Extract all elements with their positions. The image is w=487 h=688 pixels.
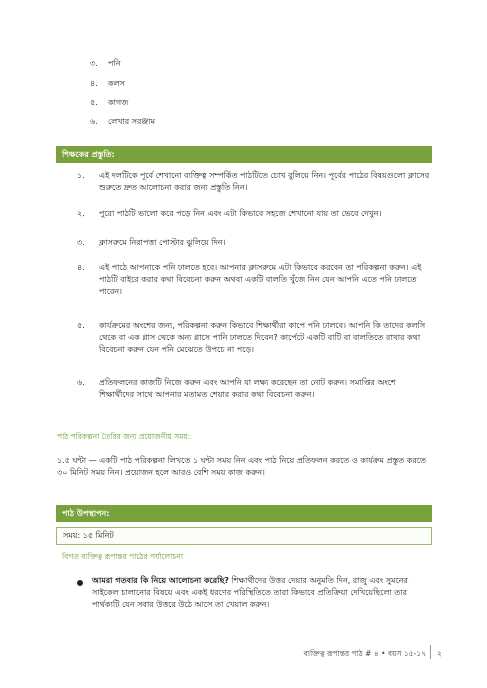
- list-item: ৬. লেখার সরঞ্জাম: [90, 117, 156, 126]
- page-number: ২: [437, 649, 442, 658]
- footer-title: ব্যক্তিত্ব রূপান্তর পাঠ # ৪ • বয়স ১৫-১৭: [303, 649, 426, 658]
- list-item: ৫. কাগজ: [90, 98, 129, 107]
- planning-time-heading: পাঠ পরিকল্পনা তৈরির জন্য প্রয়োজনীয় সময়:: [57, 432, 191, 441]
- review-bullet: [92, 575, 432, 611]
- presentation-heading: পাঠ উপস্থাপন:: [56, 505, 432, 522]
- time-box: সময়: ১৫ মিনিট: [56, 527, 432, 545]
- bullet-icon: [77, 580, 83, 586]
- prep-item: ২. পুরো পাঠটি ভালো করে পড়ে নিন এবং এটা কিভাবে সহজে শেখানো যায় তা ভেবে দেখুন।: [77, 209, 382, 218]
- prep-item: ৬. প্রতিফলনের কাজটি নিজে করুন এবং আপনি যা লক্ষ্য করেছেন তা নোট করুন। সমাপ্তির অংশে শিক্ষার্থীদের সাথে আপনার মতামত শেয়ার করার কথা বিবেচনা করুন।: [77, 378, 396, 399]
- prep-item: ৫. কার্যক্রমের অংশের জন্য, পরিকল্পনা করুন কিভাবে শিক্ষার্থীরা কাপে পনি ঢালবে। আপনি কি তাদের কলসি থেকে বা এক গ্লাস থেকে অন্য গ্লাসে পানি ঢালতে দিবেন? কার্পেটে একটি বাটি বা বালতিতে রাখার কথা বিবেচনা করুন যেন পনি মেঝেতে উপচে না পড়ে।: [77, 321, 426, 354]
- prep-item: ৩. ক্লাসরুমে নিরাপত্তা পোস্টার ঝুলিয়ে দিন।: [77, 238, 226, 247]
- prep-item: ৪. এই পাঠে আপনাকে পনি ঢালতে হবে। আপনার ক্লাসরুমে এটা কিভাবে করবেন তা পরিকল্পনা করুন। এই পাঠটি বাইরে করার কথা বিবেচনা করুন অথবা একটি বালতি খুঁজে নিন যেন আপনি এতে পনি ঢালতে পারেন।: [77, 263, 422, 296]
- teacher-prep-heading: শিক্ষকের প্রস্তুতি:: [56, 146, 432, 163]
- prep-item: ১. এই দলটিকে পূর্বে শেখানো ব্যক্তিত্ব সম্পর্কিত পাঠটিতে চোখ বুলিয়ে নিন। পূর্বের পাঠের বিষয়গুলো ক্লাসের শুরুতে দ্রুত আলোচনা করার জন্য প্রস্তুতি নিন।: [77, 171, 430, 192]
- review-heading: বিগত ব্যক্তিত্ব রূপান্তর পাঠের পর্যালোচনা: [62, 552, 184, 561]
- planning-time-text: ১.৫ ঘন্টা — একটি পাঠ পরিকল্পনা লিখতে ১ ঘন্টা সময় নিন এবং পাঠ নিয়ে প্রতিফলন করতে ও কার্যক্রম প্রস্তুত করতে ৩০ মিনিট সময় নিন। প্রয়োজন হলে আরও বেশি সময় কাজ করুন।: [57, 456, 426, 477]
- bullet-body: শিক্ষার্থীদের উত্তর দেয়ার অনুমতি দিন, রাজু এবং সুমনের সাইকেল চালানোর বিষয়ে এবং একই ধরণের পরিস্থিতিতে তারা কিভাবে প্রতিক্রিয়া দেখিয়েছিলো তার পার্থক্যটি যেন সবার উত্তরে উঠে আসে তা খেয়াল করুন।: [92, 576, 408, 609]
- list-item: ৪. কলস: [90, 79, 125, 88]
- list-item: ৩. পনি: [90, 59, 121, 68]
- footer-divider: [430, 645, 431, 659]
- bullet-question: আমরা গতবার কি নিয়ে আলোচনা করেছি?: [92, 576, 229, 585]
